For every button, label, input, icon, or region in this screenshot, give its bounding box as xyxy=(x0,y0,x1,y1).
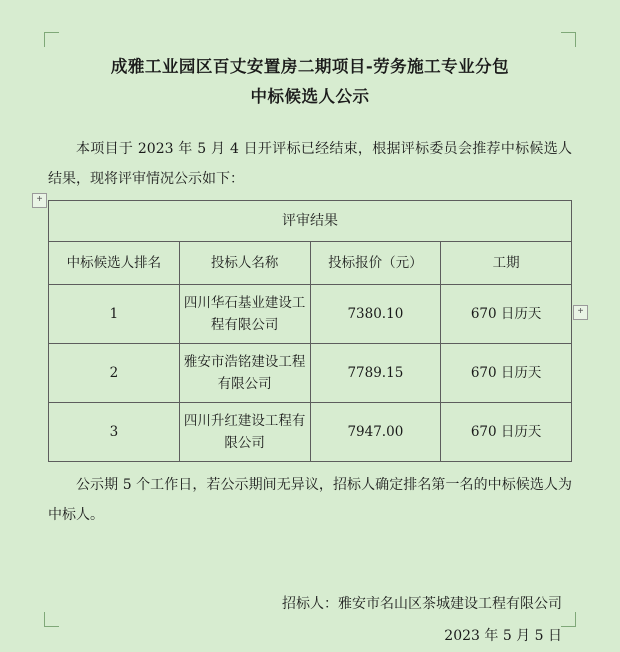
title-line-2: 中标候选人公示 xyxy=(250,87,370,106)
table-row xyxy=(49,285,572,344)
table-header-row xyxy=(49,242,572,285)
cell-price: 7380.10 xyxy=(310,285,441,344)
signature-organization: 招标人：雅安市名山区茶城建设工程有限公司 xyxy=(282,596,562,612)
signature-date: 2023 年 5 月 5 日 xyxy=(444,628,562,644)
column-header-price: 投标报价（元） xyxy=(310,242,441,285)
table-resize-handle-right[interactable]: + xyxy=(573,305,588,320)
title-line-1: 成雅工业园区百丈安置房二期项目-劳务施工专业分包 xyxy=(110,57,510,76)
crop-mark-top-right xyxy=(561,32,576,47)
evaluation-results-table xyxy=(48,200,572,462)
cell-bidder: 四川华石基业建设工程有限公司 xyxy=(179,285,310,344)
cell-duration: 670 日历天 xyxy=(441,403,572,462)
signature-block xyxy=(48,588,572,652)
cell-price: 7789.15 xyxy=(310,344,441,403)
cell-duration: 670 日历天 xyxy=(441,344,572,403)
table-caption-row xyxy=(49,201,572,242)
cell-rank: 2 xyxy=(49,344,180,403)
table-caption-cell: 评审结果 xyxy=(49,201,572,242)
cell-rank: 3 xyxy=(49,403,180,462)
intro-paragraph: 本项目于 2023 年 5 月 4 日开评标已经结束，根据评标委员会推荐中标候选人结果，现将评审情况公示如下： xyxy=(48,141,572,187)
crop-mark-bottom-right xyxy=(561,612,576,627)
page-title xyxy=(48,52,572,112)
table-row xyxy=(49,403,572,462)
cell-bidder: 四川升红建设工程有限公司 xyxy=(179,403,310,462)
column-header-duration: 工期 xyxy=(441,242,572,285)
cell-rank: 1 xyxy=(49,285,180,344)
cell-duration: 670 日历天 xyxy=(441,285,572,344)
column-header-rank: 中标候选人排名 xyxy=(49,242,180,285)
cell-price: 7947.00 xyxy=(310,403,441,462)
cell-bidder: 雅安市浩铭建设工程有限公司 xyxy=(179,344,310,403)
notice-paragraph: 公示期 5 个工作日，若公示期间无异议，招标人确定排名第一名的中标候选人为中标人。 xyxy=(48,477,572,523)
table-resize-handle-left[interactable]: + xyxy=(32,193,47,208)
table-row xyxy=(49,344,572,403)
column-header-bidder: 投标人名称 xyxy=(179,242,310,285)
crop-mark-top-left xyxy=(44,32,59,47)
crop-mark-bottom-left xyxy=(44,612,59,627)
